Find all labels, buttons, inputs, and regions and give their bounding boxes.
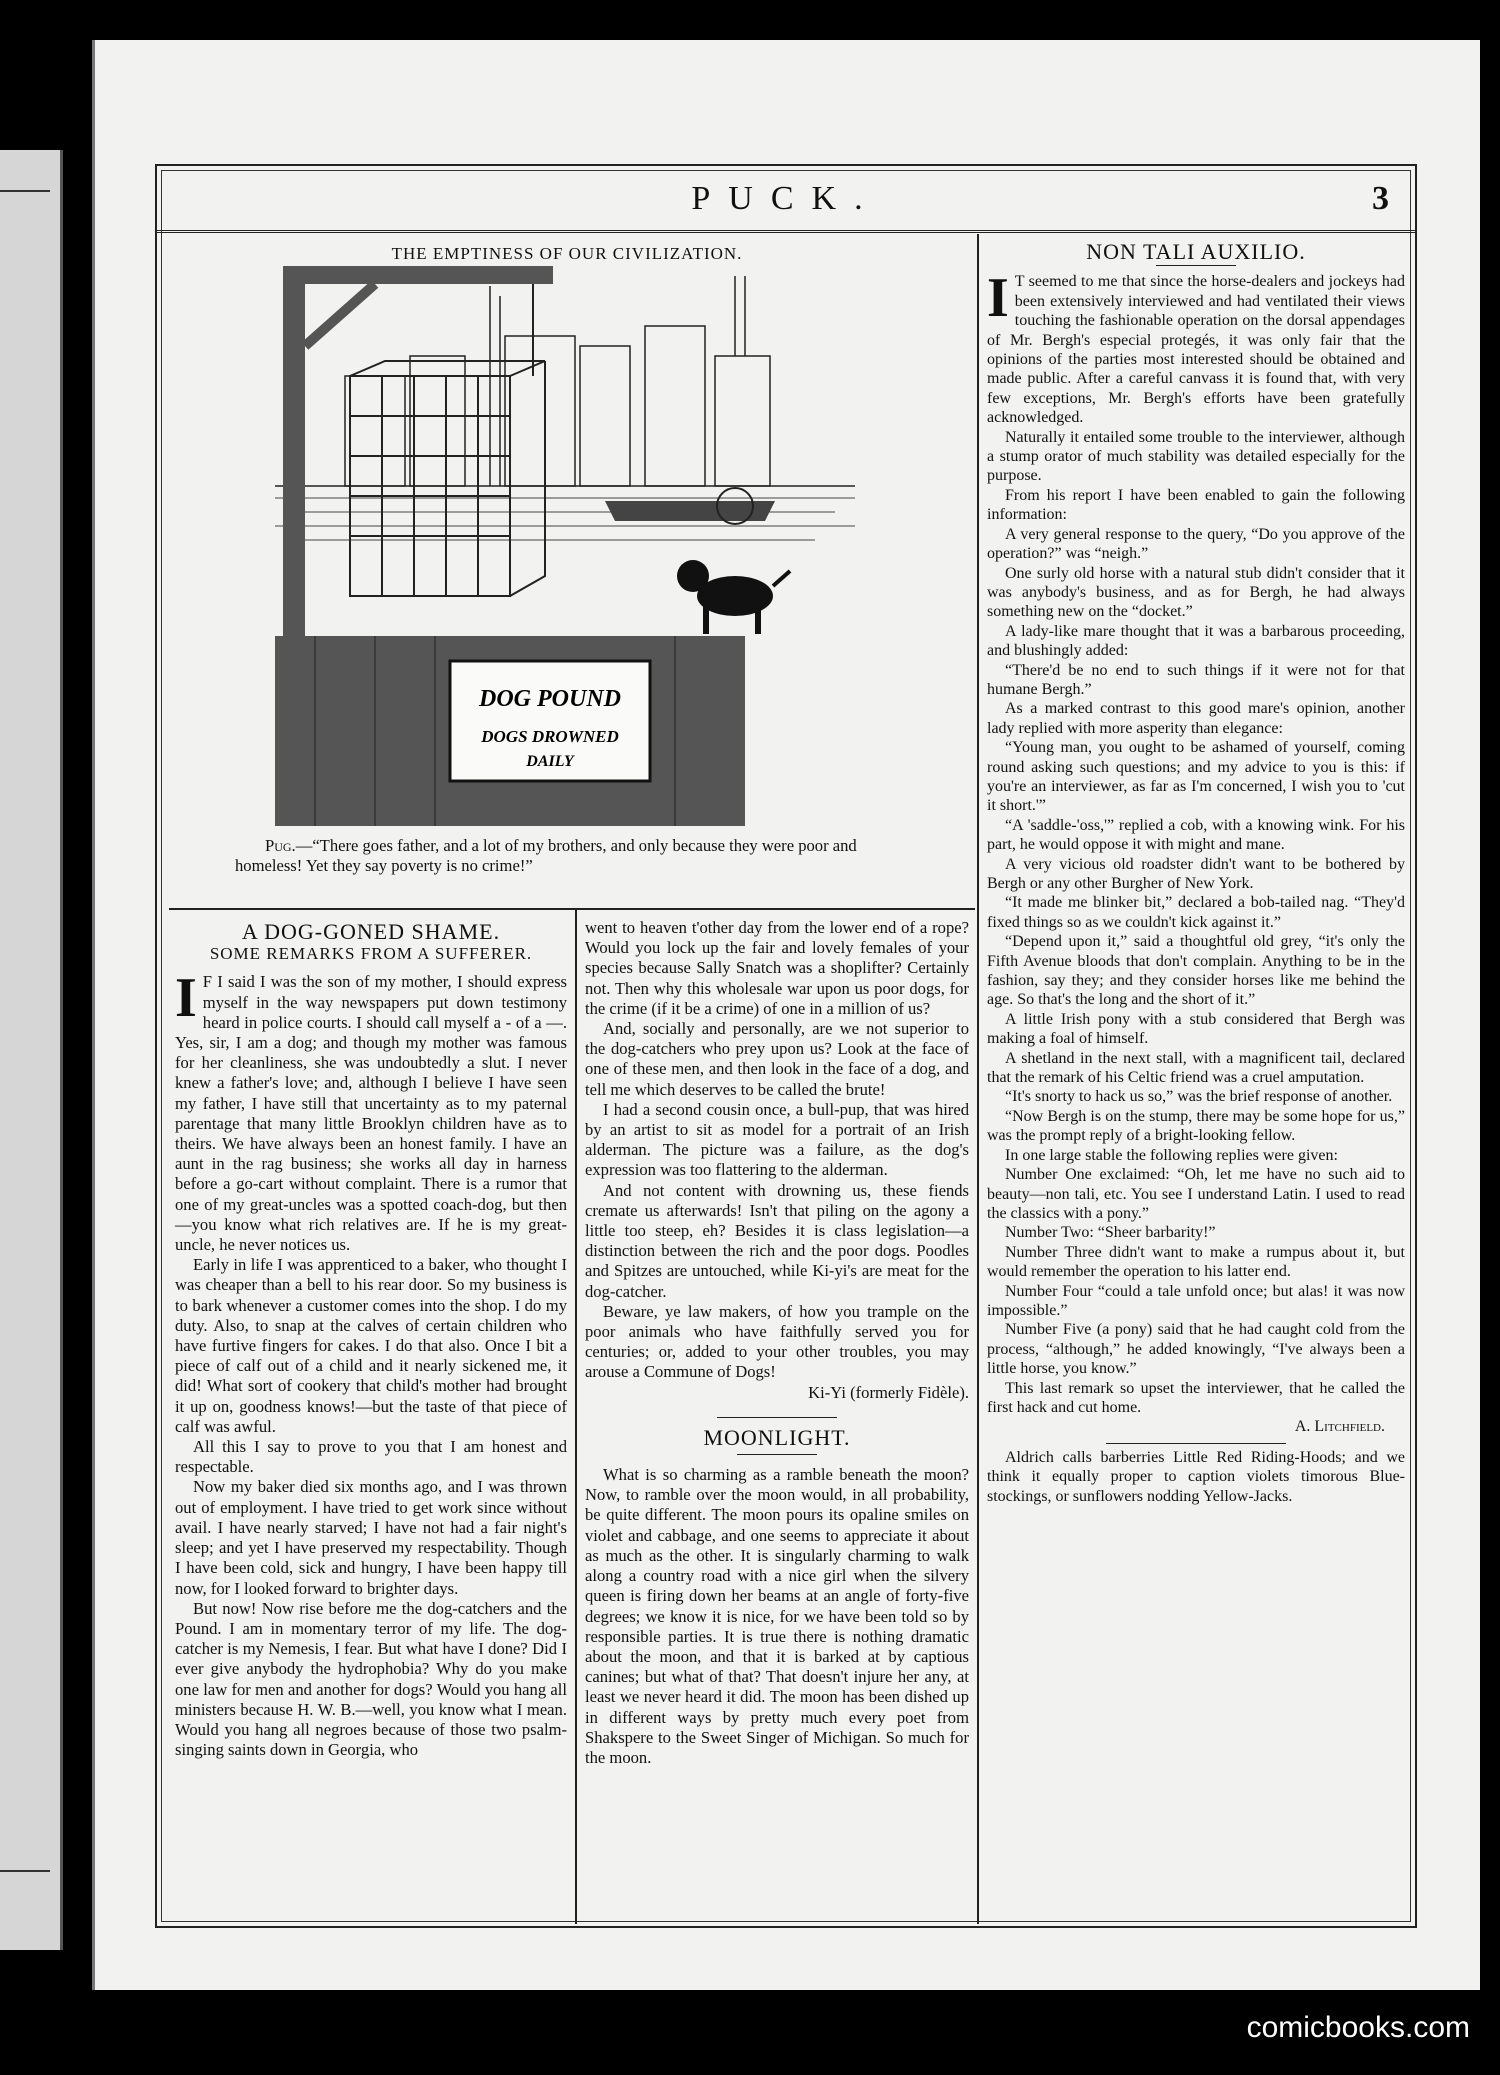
article-subtitle: SOME REMARKS FROM A SUFFERER.	[209, 944, 533, 964]
paragraph: And not content with drowning us, these fiends cremate us afterwards! Isn't that piling on the agony a little too steep, eh? Besides it is class legislation—a distinction between the rich and the poor dogs. Poodles and Spitzes are untouched, while Ki-yi's are meat for the dog-catcher.	[585, 1180, 969, 1301]
paragraph: “There'd be no end to such things if it were not for that humane Bergh.”	[987, 661, 1405, 698]
sign-line-1: DOG POUND	[479, 686, 621, 712]
paragraph: “Depend upon it,” said a thoughtful old grey, “it's only the Fifth Avenue bloods that don't complain. Anything to be in the fashion, say they; and they consider horses like me behind the age. So that's the long and the short of it.”	[987, 933, 1405, 1009]
cartoon-title: THE EMPTINESS OF OUR CIVILIZATION.	[391, 244, 743, 263]
paragraph: What is so charming as a ramble beneath the moon? Now, to ramble over the moon would, in all probability, be quite different. The moon pours its opaline smiles on violet and cabbage, and one seems to appreciate it about as much as the other. It is singularly charming to walk along a country road with a nice girl when the silvery queen is firing down her beams at an angle of forty-five degrees; we know it is nice, for we have been told so by responsible parties. It is true there is nothing dramatic about the moon, and that it is barked at by captious canines; but what of that? That doesn't injure her any, at least we never heard it did. The moon has been dished up in different ways by pretty much every poet from Shakspere to the Sweet Singer of Michigan. So much for the moon.	[585, 1465, 969, 1767]
paragraph: Beware, ye law makers, of how you trample on the poor animals who have faithfully served you for centuries; or, added to your other troubles, you may arouse a Commune of Dogs!	[585, 1301, 969, 1382]
paragraph: In one large stable the following replies were given:	[1005, 1146, 1338, 1164]
watermark: comicbooks.com	[1246, 2011, 1470, 2044]
paragraph: Naturally it entailed some trouble to the interviewer, although a stump orator of much stability was detailed especially for the purpose.	[987, 428, 1405, 485]
section-divider	[169, 908, 975, 910]
signature: Ki-Yi (formerly Fidèle).	[808, 1382, 969, 1402]
paragraph: Aldrich calls barberries Little Red Riding-Hoods; and we think it equally proper to caption violets timorous Blue-stockings, or sunflowers nodding Yellow-Jacks.	[987, 1448, 1405, 1505]
paragraph: went to heaven t'other day from the lower end of a rope? Would you lock up the fair and lovely females of your species because Sally Snatch was a shoplifter? Certainly not. Then why this wholesale war upon us poor dogs, for the crime (if it be a crime) of one in a million of us?	[585, 918, 969, 1018]
paragraph: A very general response to the query, “Do you approve of the operation?” was “neigh.”	[987, 525, 1405, 563]
article-title: MOONLIGHT.	[703, 1424, 851, 1450]
column-divider	[575, 908, 577, 1924]
paragraph: “It made me blinker bit,” declared a bob-tailed nag. “They'd fixed things so as we couldn't kick against it.”	[987, 894, 1405, 931]
masthead	[157, 172, 1415, 233]
paragraph: A little Irish pony with a stub considered that Bergh was making a foal of himself.	[987, 1010, 1405, 1048]
cartoon-illustration	[275, 266, 855, 826]
paragraph: A lady-like mare thought that it was a barbarous proceeding, and blushingly added:	[987, 622, 1405, 660]
page-number: 3	[1372, 180, 1389, 217]
article-title: A DOG-GONED SHAME.	[241, 919, 501, 944]
column-1	[175, 919, 567, 1760]
paragraph: This last remark so upset the interviewer, that he called the first hack and cut home.	[987, 1379, 1405, 1416]
paragraph: A shetland in the next stall, with a magnificent tail, declared that the remark of his Celtic friend was a cruel amputation.	[987, 1049, 1405, 1087]
drop-cap: I	[987, 267, 1009, 330]
paragraph: “Now Bergh is on the stump, there may be some hope for us,” was the prompt reply of a bright-looking fellow.	[987, 1107, 1405, 1145]
masthead-title: PUCK.	[691, 180, 881, 217]
paragraph: “A 'saddle-'oss,'” replied a cob, with a knowing wink. For his part, he would oppose it with might and mane.	[987, 816, 1405, 854]
paragraph: “Young man, you ought to be ashamed of yourself, coming round asking such questions; and my advice to you is this: if you're an interviewer, as far as I'm concerned, I wish you to 'cut it short.'”	[987, 739, 1405, 815]
paragraph: But now! Now rise before me the dog-catchers and the Pound. I am in momentary terror of my life. The dog-catcher is my Nemesis, I fear. But what have I done? Did I ever give anybody the hydrophobia? Why do you make one law for men and another for dogs? Would you hang all ministers because H. W. B.—well, you know what I mean. Would you hang all negroes because of those two psalm-singing saints down in Georgia, who	[175, 1598, 567, 1760]
paragraph: Early in life I was apprenticed to a baker, who thought I was cheaper than a bell to his rear door. So my business is to bark whenever a customer comes into the shop. I do my duty. Also, to snap at the calves of certain children who have furtive fingers for cakes. I do that also. Once I bit a piece of calf out of a child and it nearly sickened me, it did! What sort of cookery that child's mother had brought it up on, goodness knows!—but the taste of that piece of calf was awful.	[175, 1255, 567, 1436]
newspaper-page	[92, 40, 1480, 1990]
paragraph: All this I say to prove to you that I am honest and respectable.	[175, 1437, 567, 1477]
drop-cap: I	[175, 967, 197, 1030]
caption-text: —“There goes father, and a lot of my brothers, and only because they were poor and homeless! Yet they say poverty is no crime!”	[235, 836, 857, 875]
paragraph: “It's snorty to hack us so,” was the brief response of another.	[1005, 1088, 1393, 1106]
paragraph: Number Four “could a tale unfold once; but alas! it was now impossible.”	[987, 1282, 1405, 1319]
cartoon-caption	[235, 836, 925, 876]
paragraph: I had a second cousin once, a bull-pup, that was hired by an artist to sit as model for a portrait of an Irish alderman. The picture was a failure, as the dog's expression was too flattering to the alderman.	[585, 1099, 969, 1180]
paragraph: Now my baker died six months ago, and I was thrown out of employment. I have tried to get work since without avail. I have nearly starved; I have not had a fair night's sleep; and yet I have preserved my respectability. Though I have been cold, sick and hungry, I have been happy till now, for I looked forward to brighter days.	[175, 1477, 567, 1598]
page-frame	[155, 164, 1417, 1928]
paragraph: Number Five (a pony) said that he had caught cold from the process, “although,” he added knowingly, “I've always been a little horse, you know.”	[987, 1321, 1405, 1378]
paragraph: T seemed to me that since the horse-dealers and jockeys had been extensively interviewed and had ventilated their views touching the fashionable operation on the dorsal appendages of Mr. Bergh's especial protegés, it was only fair that the opinions of the parties most interested should be obtained and made public. After a careful canvass it is found that, with very few exceptions, Mr. Bergh's efforts have been gratefully acknowledged.	[987, 273, 1405, 427]
sign-line-3: DAILY	[526, 753, 574, 770]
paragraph: Number One exclaimed: “Oh, let me have no such aid to beauty—non tali, etc. You see I understand Latin. I used to read the classics with a pony.”	[987, 1166, 1405, 1222]
column-divider	[977, 234, 979, 1924]
paragraph: And, socially and personally, are we not superior to the dog-catchers who prey upon us? Look at the face of one of these men, and then look in the face of a dog, and tell me which deserves to be called the brute!	[585, 1019, 969, 1099]
paragraph: A very vicious old roadster didn't want to be bothered by Bergh or any other Burgher of New York.	[987, 855, 1405, 892]
sign-line-2: DOGS DROWNED	[481, 727, 619, 746]
paragraph: F I said I was the son of my mother, I should express myself in the way newspapers put down testimony heard in police courts. I should call myself a - of a —. Yes, sir, I am a dog; and though my mother was famous for her cleanliness, she was undoubtedly a slut. I never knew a father's love; and, although I believe I have seen my father, I have still that uncertainty as to my paternal parentage that many little Brooklyn children have as to theirs. We have always been an honest family. I have an aunt in the rag business; she works all day in harness before a go-cart without complaint. There is a rumor that one of my great-uncles was a spotted coach-dog, but then—you know what rich relatives are. If he is my great-uncle, he never notices us.	[175, 972, 567, 1255]
caption-speaker: Pug.	[265, 836, 296, 855]
signature: A. Litchfield.	[1294, 1418, 1385, 1436]
paragraph: Number Three didn't want to make a rumpus about it, but would remember the operation to his latter end.	[987, 1243, 1405, 1281]
article-title: NON TALI AUXILIO.	[1086, 239, 1306, 264]
column-3	[987, 239, 1405, 1506]
previous-page-edge	[0, 150, 63, 1950]
column-2	[585, 918, 969, 1768]
paragraph: One surly old horse with a natural stub didn't consider that it was anybody's business, and as for Bergh, he had always something new on the “docket.”	[987, 564, 1405, 621]
paragraph: From his report I have been enabled to gain the following information:	[987, 486, 1405, 524]
paragraph: As a marked contrast to this good mare's opinion, another lady replied with more asperity than elegance:	[987, 700, 1405, 737]
paragraph: Number Two: “Sheer barbarity!”	[1005, 1224, 1216, 1242]
